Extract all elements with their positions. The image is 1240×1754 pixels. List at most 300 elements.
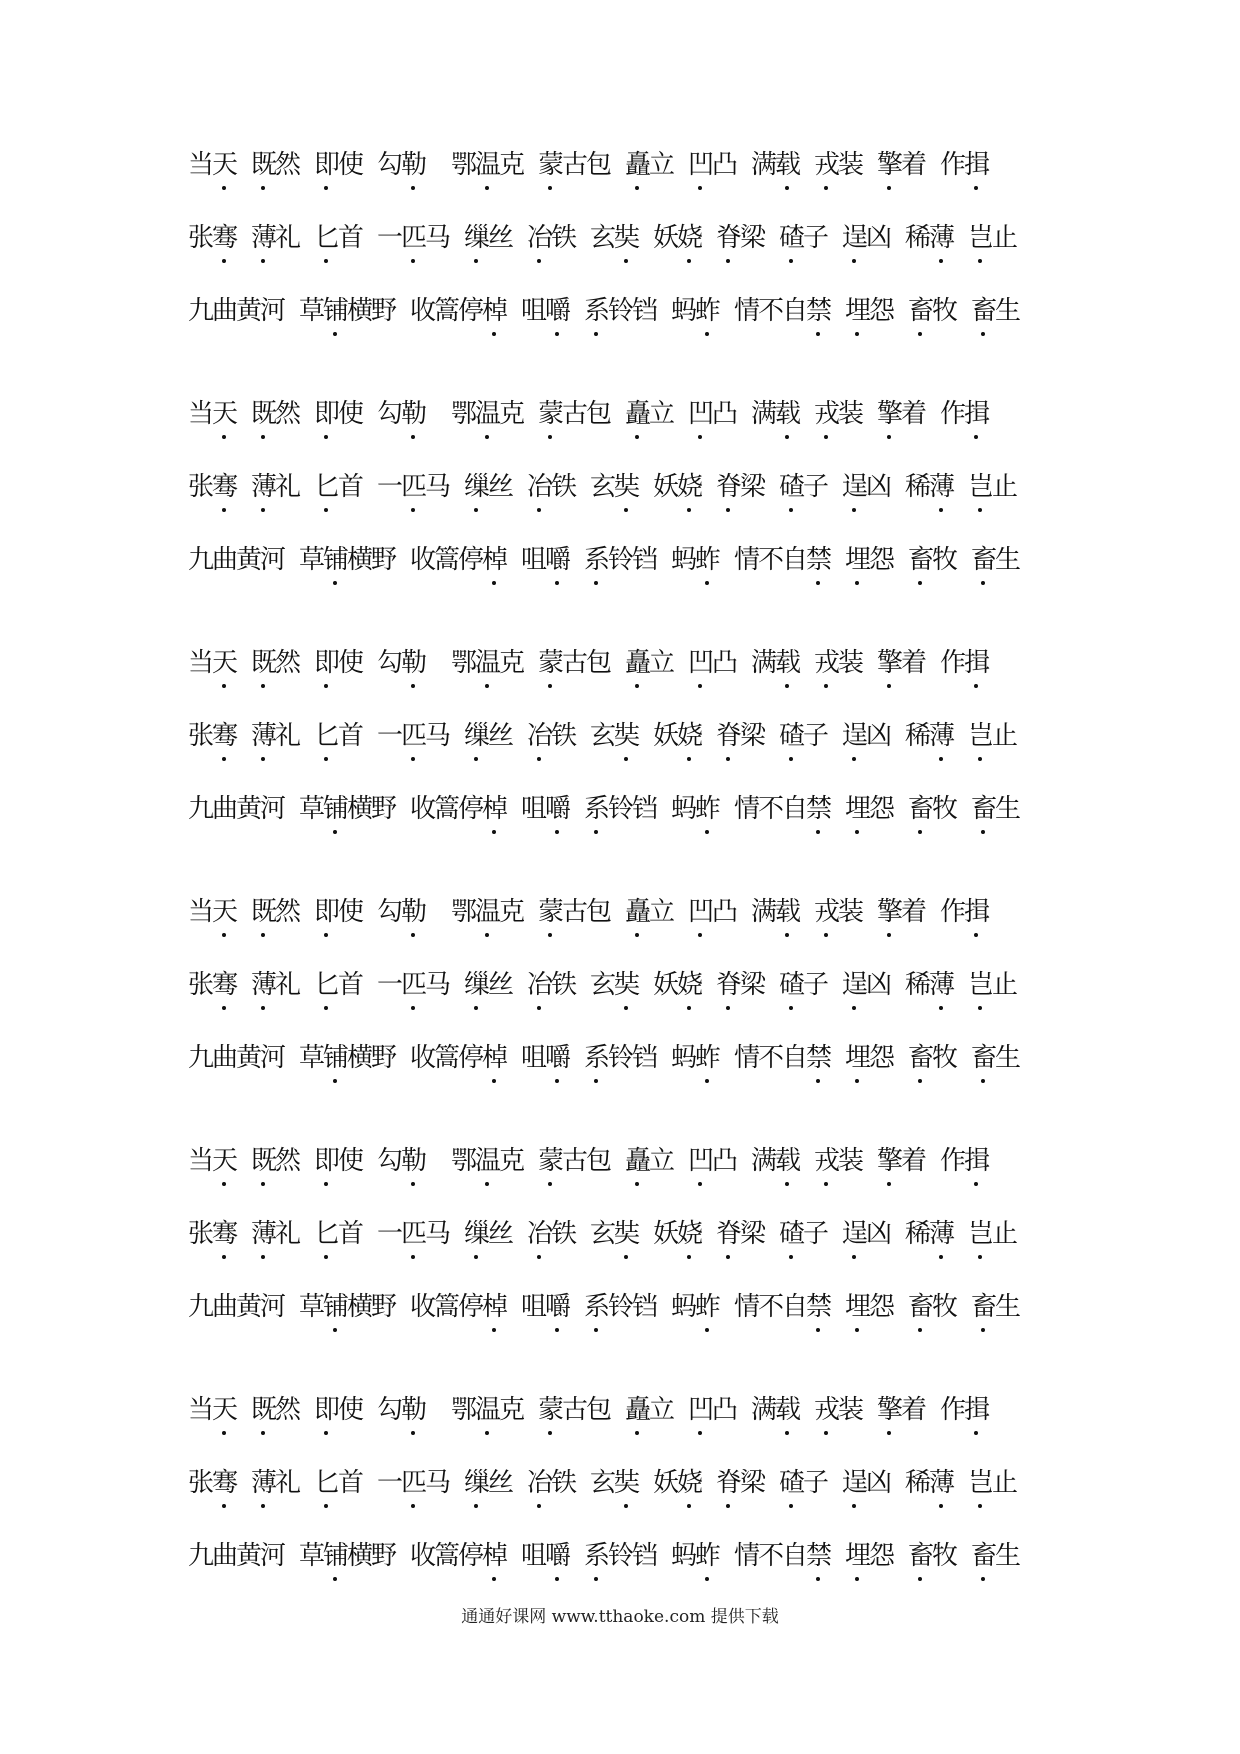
dotted-character: 温 — [475, 146, 499, 184]
vocab-word — [814, 1142, 865, 1180]
character: 首 — [338, 1468, 365, 1498]
vocab-word — [299, 292, 398, 330]
vocab-word — [671, 790, 722, 828]
vocab-word — [188, 146, 239, 184]
vocab-word — [971, 1288, 1022, 1326]
vocab-word — [521, 790, 572, 828]
character: 子 — [803, 1468, 830, 1498]
word-group — [188, 1142, 1148, 1361]
dotted-character: 畜 — [971, 1537, 995, 1575]
character: 野 — [371, 1043, 398, 1073]
character: 装 — [838, 897, 865, 927]
character: 马 — [425, 970, 452, 1000]
character: 凸 — [712, 1146, 739, 1176]
dotted-character: 薄 — [929, 1464, 953, 1502]
character: 河 — [260, 1043, 287, 1073]
dotted-character: 娆 — [677, 1215, 701, 1253]
dotted-character: 冶 — [527, 966, 551, 1004]
vocab-word — [779, 966, 830, 1004]
dotted-character: 铺 — [323, 1537, 347, 1575]
character: 曲 — [212, 794, 239, 824]
character: 篙 — [434, 1541, 461, 1571]
dotted-character: 戎 — [814, 146, 838, 184]
character: 凸 — [712, 150, 739, 180]
vocab-word — [188, 1039, 287, 1077]
dotted-character: 天 — [212, 1142, 236, 1180]
character: 咀 — [521, 1043, 548, 1073]
vocab-word — [377, 1215, 452, 1253]
vocab-word — [188, 1537, 287, 1575]
character: 稀 — [905, 970, 932, 1000]
vocab-word — [377, 146, 428, 184]
vocab-word — [716, 966, 767, 1004]
character: 牧 — [932, 296, 959, 326]
vocab-word — [521, 1288, 572, 1326]
dotted-character: 铺 — [323, 1039, 347, 1077]
dotted-character: 脊 — [716, 717, 740, 755]
dotted-character: 奘 — [614, 468, 638, 506]
character: 铛 — [632, 1043, 659, 1073]
vocab-word — [751, 893, 802, 931]
vocab-word — [734, 1288, 833, 1326]
vocab-word — [251, 1215, 302, 1253]
dotted-character: 系 — [584, 1537, 608, 1575]
dotted-character: 逞 — [842, 1215, 866, 1253]
character: 怨 — [869, 296, 896, 326]
vocab-word — [751, 1142, 802, 1180]
character: 丝 — [488, 970, 515, 1000]
dotted-character: 匹 — [401, 717, 425, 755]
dotted-character: 蒙 — [538, 395, 562, 433]
character: 勾 — [377, 648, 404, 678]
character: 自 — [782, 794, 809, 824]
character: 装 — [838, 1395, 865, 1425]
character: 生 — [995, 296, 1022, 326]
character: 不 — [758, 1292, 785, 1322]
dotted-character: 擎 — [877, 893, 901, 931]
dotted-character: 蚱 — [695, 1039, 719, 1077]
dotted-character: 戎 — [814, 1391, 838, 1429]
dotted-character: 载 — [775, 395, 799, 433]
character: 蚂 — [671, 794, 698, 824]
dotted-character: 薄 — [929, 966, 953, 1004]
dotted-character: 埋 — [845, 292, 869, 330]
dotted-character: 天 — [212, 395, 236, 433]
vocab-word — [410, 541, 509, 579]
character: 然 — [275, 399, 302, 429]
vocab-word — [410, 292, 509, 330]
word-line — [188, 395, 1148, 468]
vocab-word — [751, 395, 802, 433]
vocab-word — [716, 219, 767, 257]
character: 满 — [751, 897, 778, 927]
dotted-character: 揖 — [964, 146, 988, 184]
character: 鄂 — [451, 1146, 478, 1176]
vocab-word — [590, 966, 641, 1004]
character: 作 — [940, 897, 967, 927]
vocab-word — [377, 1142, 428, 1180]
dotted-character: 脊 — [716, 966, 740, 1004]
dotted-character: 埋 — [845, 1288, 869, 1326]
character: 止 — [992, 1468, 1019, 1498]
vocab-word — [314, 717, 365, 755]
character: 首 — [338, 472, 365, 502]
vocab-word — [688, 1391, 739, 1429]
character: 子 — [803, 223, 830, 253]
dotted-character: 逞 — [842, 468, 866, 506]
dotted-character: 铺 — [323, 541, 347, 579]
vocab-word — [625, 395, 676, 433]
character: 草 — [299, 296, 326, 326]
dotted-character: 薄 — [251, 717, 275, 755]
character: 装 — [838, 648, 865, 678]
dotted-character: 蚱 — [695, 541, 719, 579]
vocab-word — [940, 395, 991, 433]
vocab-word — [716, 468, 767, 506]
character: 情 — [734, 296, 761, 326]
character: 一 — [377, 721, 404, 751]
dotted-character: 骞 — [212, 717, 236, 755]
character: 玄 — [590, 721, 617, 751]
character: 礼 — [275, 472, 302, 502]
dotted-character: 岂 — [968, 1464, 992, 1502]
character: 铛 — [632, 545, 659, 575]
vocab-word — [314, 1215, 365, 1253]
vocab-word — [451, 644, 526, 682]
character: 篙 — [434, 545, 461, 575]
vocab-word — [314, 468, 365, 506]
dotted-character: 铺 — [323, 1288, 347, 1326]
character: 生 — [995, 794, 1022, 824]
word-line — [188, 1537, 1148, 1610]
character: 包 — [586, 150, 613, 180]
character: 礼 — [275, 721, 302, 751]
vocab-word — [188, 541, 287, 579]
dotted-character: 温 — [475, 1142, 499, 1180]
vocab-word — [842, 1464, 893, 1502]
vocab-word — [905, 1464, 956, 1502]
character: 草 — [299, 1292, 326, 1322]
dotted-character: 蒙 — [538, 893, 562, 931]
dotted-character: 匕 — [314, 1464, 338, 1502]
vocab-word — [779, 1215, 830, 1253]
vocab-word — [251, 395, 302, 433]
dotted-character: 铺 — [323, 292, 347, 330]
character: 横 — [347, 545, 374, 575]
vocab-word — [905, 966, 956, 1004]
character: 凶 — [866, 721, 893, 751]
dotted-character: 畜 — [908, 541, 932, 579]
vocab-word — [751, 1391, 802, 1429]
vocab-word — [653, 1215, 704, 1253]
vocab-word — [410, 790, 509, 828]
vocab-word — [188, 292, 287, 330]
dotted-character: 冶 — [527, 1215, 551, 1253]
character: 牧 — [932, 1292, 959, 1322]
dotted-character: 碴 — [779, 1464, 803, 1502]
character: 妖 — [653, 472, 680, 502]
dotted-character: 系 — [584, 292, 608, 330]
dotted-character: 矗 — [625, 644, 649, 682]
character: 铁 — [551, 1219, 578, 1249]
character: 铃 — [608, 545, 635, 575]
character: 黄 — [236, 794, 263, 824]
character: 梁 — [740, 223, 767, 253]
dotted-character: 温 — [475, 395, 499, 433]
vocab-word — [590, 1464, 641, 1502]
vocab-word — [968, 966, 1019, 1004]
vocab-word — [779, 219, 830, 257]
character: 稀 — [905, 1468, 932, 1498]
vocab-word — [314, 644, 365, 682]
character: 当 — [188, 1395, 215, 1425]
vocab-word — [779, 1464, 830, 1502]
vocab-word — [653, 468, 704, 506]
vocab-word — [968, 717, 1019, 755]
character: 妖 — [653, 1468, 680, 1498]
vocab-word — [734, 790, 833, 828]
character: 丝 — [488, 223, 515, 253]
vocab-word — [464, 468, 515, 506]
character: 蚂 — [671, 1043, 698, 1073]
vocab-word — [590, 468, 641, 506]
vocab-word — [251, 1391, 302, 1429]
vocab-word — [584, 1537, 659, 1575]
vocab-word — [842, 219, 893, 257]
character: 篙 — [434, 794, 461, 824]
vocab-word — [688, 1142, 739, 1180]
character: 咀 — [521, 296, 548, 326]
character: 装 — [838, 399, 865, 429]
character: 收 — [410, 1541, 437, 1571]
character: 张 — [188, 970, 215, 1000]
character: 古 — [562, 897, 589, 927]
character: 使 — [338, 150, 365, 180]
dotted-character: 勒 — [401, 1142, 425, 1180]
character: 然 — [275, 897, 302, 927]
character: 铛 — [632, 1541, 659, 1571]
vocab-word — [451, 395, 526, 433]
character: 铛 — [632, 794, 659, 824]
dotted-character: 薄 — [251, 1464, 275, 1502]
character: 鄂 — [451, 648, 478, 678]
character: 包 — [586, 1395, 613, 1425]
character: 生 — [995, 1043, 1022, 1073]
dotted-character: 岂 — [968, 219, 992, 257]
character: 铁 — [551, 1468, 578, 1498]
character: 怨 — [869, 1292, 896, 1322]
dotted-character: 薄 — [929, 468, 953, 506]
vocab-word — [845, 292, 896, 330]
character: 情 — [734, 545, 761, 575]
character: 玄 — [590, 1219, 617, 1249]
character: 马 — [425, 1468, 452, 1498]
vocab-word — [314, 146, 365, 184]
character: 马 — [425, 472, 452, 502]
dotted-character: 埋 — [845, 541, 869, 579]
character: 曲 — [212, 296, 239, 326]
character: 情 — [734, 1541, 761, 1571]
vocab-word — [842, 717, 893, 755]
character: 立 — [649, 648, 676, 678]
dotted-character: 勒 — [401, 893, 425, 931]
character: 着 — [901, 399, 928, 429]
vocab-word — [464, 219, 515, 257]
character: 曲 — [212, 1541, 239, 1571]
character: 玄 — [590, 472, 617, 502]
vocab-word — [671, 1537, 722, 1575]
dotted-character: 嚼 — [545, 1288, 569, 1326]
character: 稀 — [905, 1219, 932, 1249]
dotted-character: 铺 — [323, 790, 347, 828]
character: 首 — [338, 1219, 365, 1249]
character: 稀 — [905, 472, 932, 502]
dotted-character: 勒 — [401, 1391, 425, 1429]
character: 自 — [782, 296, 809, 326]
dotted-character: 逞 — [842, 219, 866, 257]
vocab-word — [877, 893, 928, 931]
vocab-word — [908, 292, 959, 330]
vocab-word — [377, 717, 452, 755]
character: 丝 — [488, 1468, 515, 1498]
vocab-word — [716, 717, 767, 755]
vocab-word — [845, 790, 896, 828]
dotted-character: 岂 — [968, 1215, 992, 1253]
character: 凸 — [712, 648, 739, 678]
vocab-word — [584, 1039, 659, 1077]
vocab-word — [451, 146, 526, 184]
dotted-character: 脊 — [716, 1215, 740, 1253]
dotted-character: 娆 — [677, 219, 701, 257]
character: 然 — [275, 150, 302, 180]
dotted-character: 揖 — [964, 893, 988, 931]
vocab-word — [314, 1391, 365, 1429]
dotted-character: 既 — [251, 644, 275, 682]
dotted-character: 既 — [251, 1142, 275, 1180]
character: 然 — [275, 648, 302, 678]
word-line — [188, 966, 1148, 1039]
character: 装 — [838, 1146, 865, 1176]
vocab-word — [625, 893, 676, 931]
vocab-word — [299, 790, 398, 828]
dotted-character: 禁 — [806, 1039, 830, 1077]
character: 古 — [562, 1146, 589, 1176]
vocab-word — [464, 966, 515, 1004]
character: 曲 — [212, 545, 239, 575]
dotted-character: 棹 — [482, 541, 506, 579]
character: 张 — [188, 1219, 215, 1249]
character: 一 — [377, 970, 404, 1000]
dotted-character: 娆 — [677, 1464, 701, 1502]
word-line — [188, 1464, 1148, 1537]
character: 凶 — [866, 1219, 893, 1249]
dotted-character: 畜 — [908, 292, 932, 330]
vocab-word — [188, 1215, 239, 1253]
vocab-word — [842, 1215, 893, 1253]
vocab-word — [968, 1215, 1019, 1253]
dotted-character: 缫 — [464, 1215, 488, 1253]
vocab-word — [188, 893, 239, 931]
character: 勾 — [377, 897, 404, 927]
dotted-character: 揖 — [964, 395, 988, 433]
dotted-character: 骞 — [212, 966, 236, 1004]
character: 凸 — [712, 1395, 739, 1425]
word-line — [188, 1391, 1148, 1464]
vocab-word — [527, 1215, 578, 1253]
character: 作 — [940, 1395, 967, 1425]
vocab-word — [527, 717, 578, 755]
vocab-word — [688, 644, 739, 682]
vocab-word — [521, 292, 572, 330]
vocab-word — [251, 966, 302, 1004]
character: 稀 — [905, 223, 932, 253]
dotted-character: 奘 — [614, 1215, 638, 1253]
dotted-character: 系 — [584, 1288, 608, 1326]
character: 梁 — [740, 1219, 767, 1249]
dotted-character: 天 — [212, 146, 236, 184]
character: 鄂 — [451, 1395, 478, 1425]
dotted-character: 畜 — [971, 1288, 995, 1326]
dotted-character: 蚱 — [695, 1288, 719, 1326]
word-group — [188, 644, 1148, 863]
character: 篙 — [434, 296, 461, 326]
dotted-character: 畜 — [971, 292, 995, 330]
character: 克 — [499, 399, 526, 429]
character: 收 — [410, 1043, 437, 1073]
character: 止 — [992, 721, 1019, 751]
vocab-word — [584, 541, 659, 579]
word-line — [188, 893, 1148, 966]
character: 克 — [499, 150, 526, 180]
character: 河 — [260, 1292, 287, 1322]
character: 张 — [188, 223, 215, 253]
character: 怨 — [869, 1043, 896, 1073]
character: 鄂 — [451, 897, 478, 927]
dotted-character: 畜 — [908, 790, 932, 828]
dotted-character: 畜 — [908, 1039, 932, 1077]
dotted-character: 匕 — [314, 717, 338, 755]
vocab-word — [527, 468, 578, 506]
dotted-character: 戎 — [814, 893, 838, 931]
dotted-character: 凹 — [688, 1142, 712, 1180]
vocab-word — [590, 219, 641, 257]
vocab-word — [188, 1288, 287, 1326]
word-line — [188, 1288, 1148, 1361]
vocab-word — [940, 1142, 991, 1180]
character: 蚂 — [671, 296, 698, 326]
character: 横 — [347, 794, 374, 824]
character: 野 — [371, 794, 398, 824]
character: 收 — [410, 1292, 437, 1322]
character: 止 — [992, 970, 1019, 1000]
vocab-word — [814, 395, 865, 433]
vocab-word — [971, 292, 1022, 330]
dotted-character: 嚼 — [545, 292, 569, 330]
vocab-word — [251, 219, 302, 257]
vocab-word — [940, 146, 991, 184]
vocab-word — [845, 541, 896, 579]
character: 克 — [499, 897, 526, 927]
character: 篙 — [434, 1043, 461, 1073]
character: 九 — [188, 545, 215, 575]
vocab-word — [908, 1537, 959, 1575]
vocab-word — [451, 893, 526, 931]
vocab-word — [779, 468, 830, 506]
character: 横 — [347, 296, 374, 326]
vocab-word — [521, 1537, 572, 1575]
character: 马 — [425, 1219, 452, 1249]
character: 古 — [562, 399, 589, 429]
